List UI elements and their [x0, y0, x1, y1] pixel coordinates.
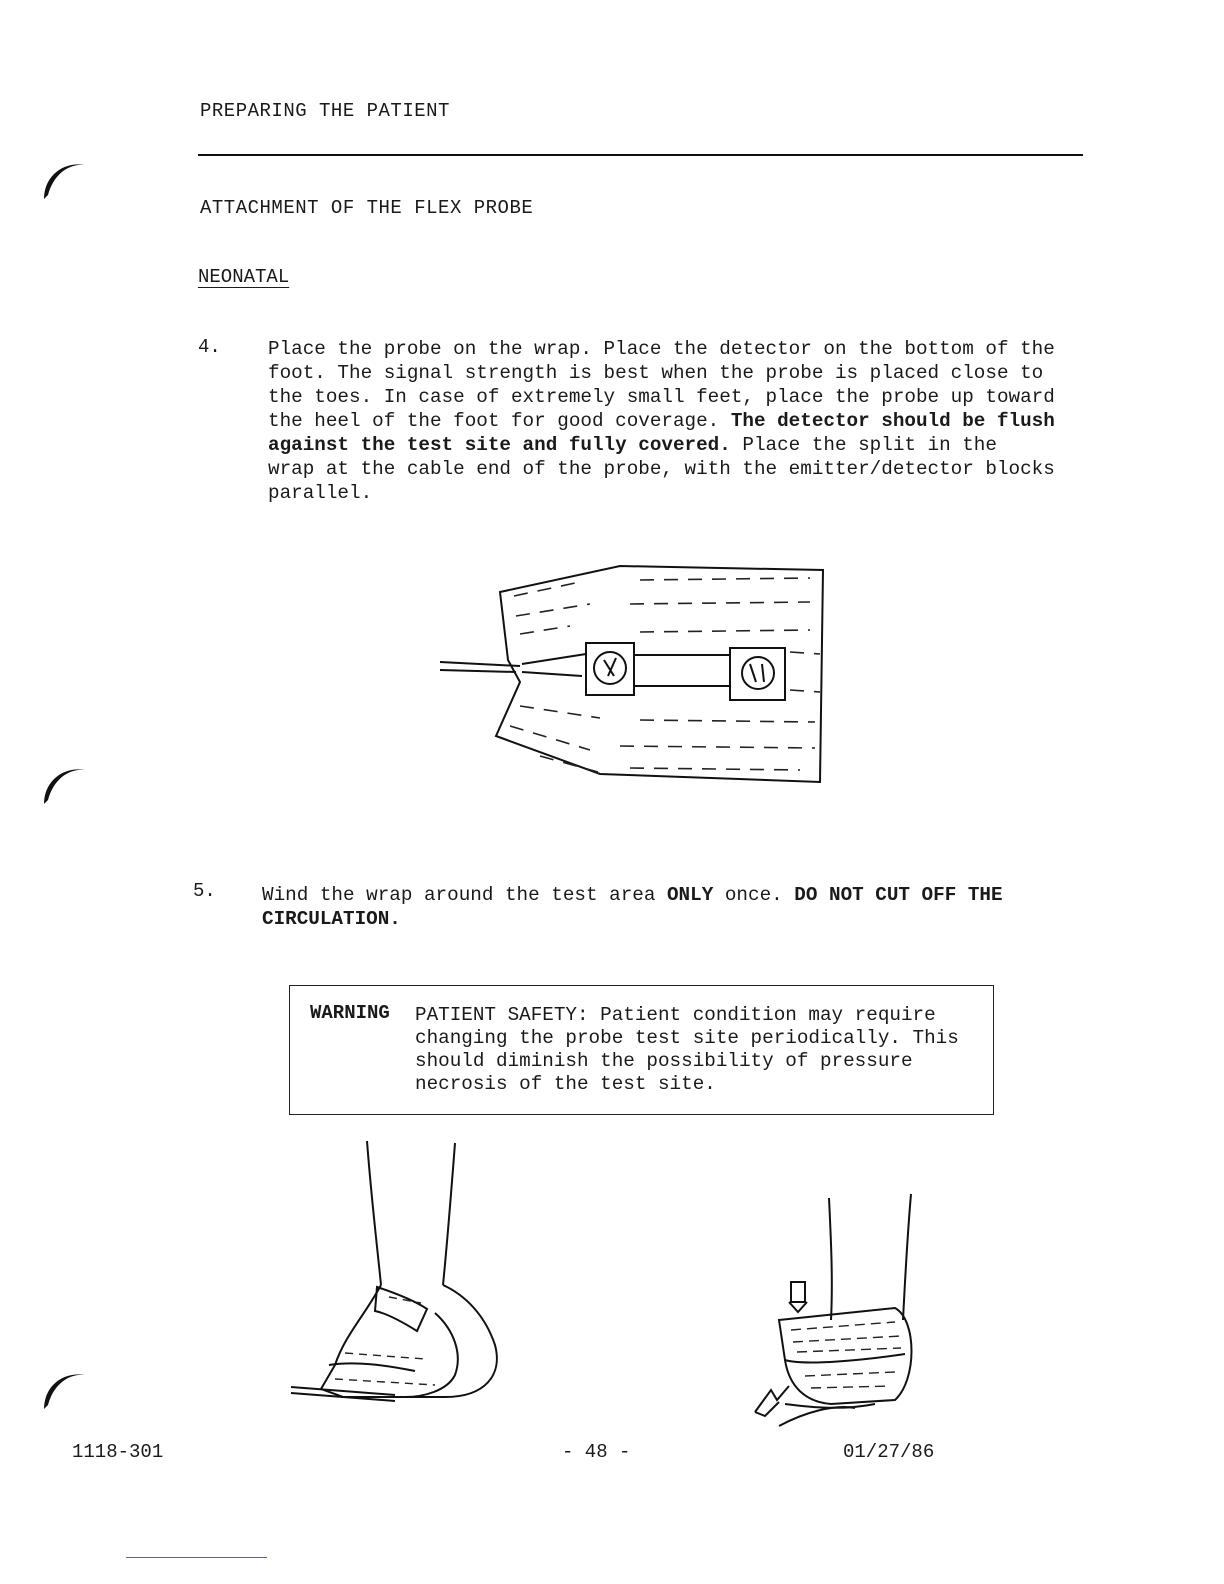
- step-4-bold: The detector should be flush against the test site and fully covered.: [268, 410, 1055, 456]
- header-rule: [198, 154, 1083, 156]
- foot-wrapped-illustration-right: [745, 1190, 925, 1435]
- step-4-text: [268, 337, 1098, 505]
- step-5-text-a: Wind the wrap around the test area: [262, 884, 667, 906]
- step-5-text: [262, 883, 1092, 931]
- corner-mark-icon: [40, 760, 88, 808]
- step-5-bold-a: ONLY: [666, 884, 714, 906]
- warning-box: [289, 985, 994, 1115]
- corner-mark-icon: [40, 155, 88, 203]
- step-5-bold-b: DO NOT CUT OFF THE CIRCULATION.: [262, 884, 1003, 930]
- bottom-divider: [126, 1557, 267, 1558]
- foot-wrap-illustration-left: [285, 1135, 515, 1435]
- corner-mark-icon: [40, 1365, 88, 1413]
- document-number: 1118-301: [72, 1441, 164, 1463]
- warning-text: PATIENT SAFETY: Patient condition may require changing the probe test site periodically. This should diminish the possibility of pressure necrosis of the test site.: [415, 1004, 959, 1095]
- step-4-number: 4.: [198, 336, 221, 358]
- step-4-text-a: Place the probe on the wrap. Place the detector on the bottom of the foot. The signal strength is best when the probe is placed close to the toes. In case of extremely small feet, place the probe up toward the heel of the foot for good coverage.: [268, 338, 1055, 432]
- section-header: PREPARING THE PATIENT: [200, 100, 450, 122]
- document-date: 01/27/86: [843, 1441, 935, 1463]
- step-4-text-b: Place the split in the wrap at the cable end of the probe, with the emitter/detector blocks parallel.: [268, 434, 1055, 504]
- page-number: - 48 -: [562, 1441, 631, 1463]
- step-5-text-b: once.: [713, 884, 795, 906]
- probe-on-wrap-illustration: [430, 560, 840, 790]
- warning-label: WARNING: [310, 1002, 390, 1024]
- subsection-title: ATTACHMENT OF THE FLEX PROBE: [200, 197, 534, 219]
- category-heading: NEONATAL: [198, 266, 290, 288]
- step-5-number: 5.: [193, 880, 216, 902]
